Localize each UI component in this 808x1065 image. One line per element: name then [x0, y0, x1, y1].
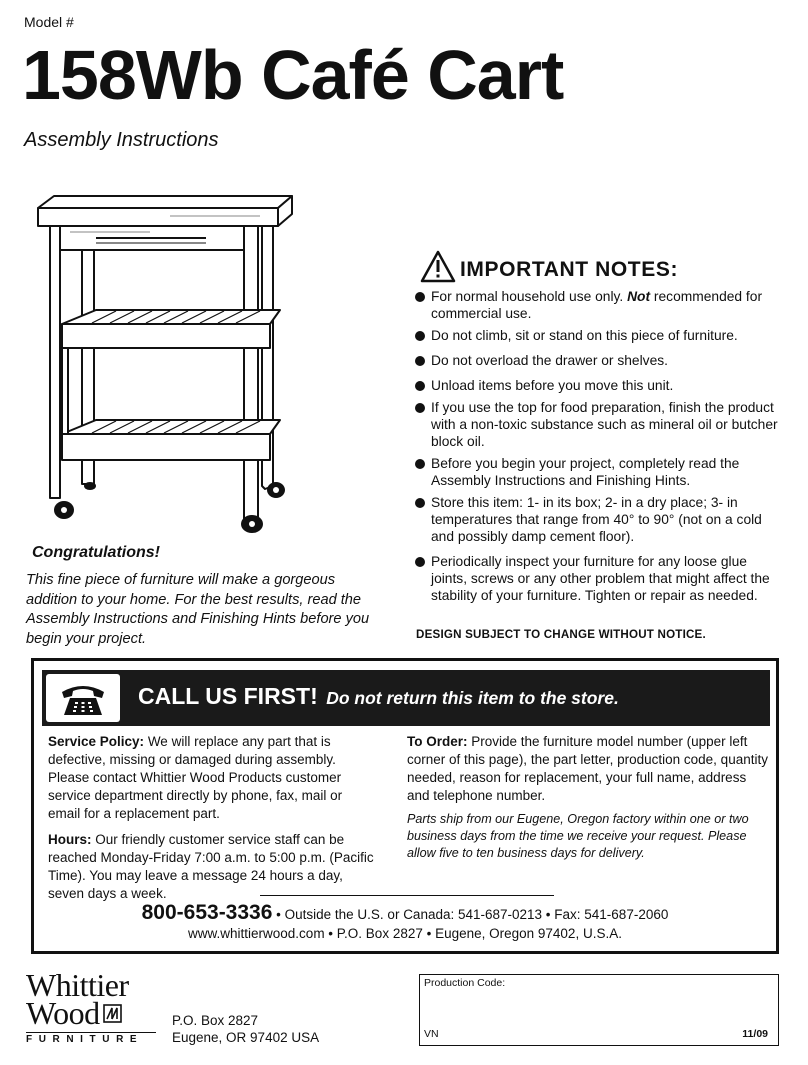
bullet-icon	[415, 557, 425, 567]
important-notes-title: IMPORTANT NOTES:	[460, 258, 679, 281]
list-item	[414, 327, 784, 344]
service-policy-label: Service Policy:	[48, 734, 145, 749]
contact-numbers: • Outside the U.S. or Canada: 541-687-0213 • Fax: 541-687-2060	[272, 907, 669, 922]
list-item	[414, 455, 784, 489]
logo-word-3: FURNITURE	[26, 1032, 156, 1045]
logo-word-1: Whittier	[26, 967, 129, 1003]
bullet-icon	[415, 331, 425, 341]
design-note: DESIGN SUBJECT TO CHANGE WITHOUT NOTICE.	[416, 628, 706, 641]
call-banner	[42, 670, 770, 726]
note-text: Periodically inspect your furniture for any loose glue joints, screws or any other problem that might affect the stability of your furniture. Tighten or repair as needed.	[431, 554, 770, 603]
phone-number: 800-653-3336	[141, 901, 273, 924]
contact-line-1	[34, 901, 776, 925]
note-text: If you use the top for food preparation, finish the product with a non-toxic substance such as mineral oil or butcher block oil.	[431, 400, 778, 449]
cafe-cart-illustration	[30, 188, 302, 538]
revision-date: 11/09	[742, 1028, 768, 1040]
address-line-1: P.O. Box 2827	[172, 1013, 259, 1028]
address-line-2: Eugene, OR 97402 USA	[172, 1030, 320, 1045]
logo-mark-icon	[103, 1004, 122, 1023]
important-notes-heading	[420, 248, 678, 286]
list-item	[414, 494, 784, 545]
note-text: Do not overload the drawer or shelves.	[431, 353, 668, 368]
model-label: Model #	[24, 14, 74, 30]
call-banner-text	[138, 683, 619, 710]
bullet-icon	[415, 459, 425, 469]
service-policy-text: We will replace any part that is defective, missing or damaged during assembly. Please contact Whittier Wood Products customer service department directly by phone, fax, mail or email for a replacement part.	[48, 734, 343, 821]
bullet-icon	[415, 292, 425, 302]
to-order-text: Provide the furniture model number (upper left corner of this page), the part letter, production code, quantity needed, reason for replacement, your full name, address and telephone number.	[407, 734, 768, 803]
vn-label: VN	[424, 1028, 439, 1040]
production-code-label: Production Code:	[424, 977, 506, 989]
logo-word-2-row	[26, 995, 156, 1031]
note-text: Do not climb, sit or stand on this piece of furniture.	[431, 328, 738, 343]
shipping-note: Parts ship from our Eugene, Oregon factory within one or two business days from the time we receive your request. Please allow five to ten business days for delivery.	[407, 812, 749, 860]
hours-label: Hours:	[48, 832, 92, 847]
note-emphasis: Not	[627, 289, 651, 304]
important-notes-list	[414, 288, 784, 612]
policy-column	[48, 733, 378, 911]
whittier-wood-logo	[26, 967, 156, 1045]
production-code-box	[419, 974, 779, 1046]
congrats-title: Congratulations!	[32, 544, 160, 561]
note-text-pre: For normal household use only.	[431, 289, 628, 304]
congrats-body: This fine piece of furniture will make a gorgeous addition to your home. For the best results, read the Assembly Instructions and Finishing Hints before you begin your project.	[26, 572, 370, 647]
order-column	[407, 733, 769, 868]
service-policy	[48, 733, 378, 823]
list-item	[414, 399, 784, 450]
call-headline: CALL US FIRST!	[138, 683, 318, 709]
list-item	[414, 377, 784, 394]
call-us-first-box	[31, 658, 779, 954]
hours	[48, 831, 378, 903]
list-item	[414, 288, 784, 322]
to-order-label: To Order:	[407, 734, 468, 749]
logo-word-2: Wood	[26, 995, 100, 1031]
contact-line-2: www.whittierwood.com • P.O. Box 2827 • Eugene, Oregon 97402, U.S.A.	[188, 926, 622, 941]
page-subtitle: Assembly Instructions	[24, 129, 219, 151]
note-text: Unload items before you move this unit.	[431, 378, 674, 393]
call-subline: Do not return this item to the store.	[326, 688, 619, 708]
to-order	[407, 733, 769, 805]
list-item	[414, 553, 784, 604]
footer-address	[172, 1012, 319, 1046]
hours-text: Our friendly customer service staff can be reached Monday-Friday 7:00 a.m. to 5:00 p.m. (Pacific Time). You may leave a message 24 hours a day, seven days a week.	[48, 832, 374, 901]
telephone-icon	[56, 678, 110, 718]
bullet-icon	[415, 381, 425, 391]
bullet-icon	[415, 498, 425, 508]
note-text-post: recommended for commercial use.	[431, 289, 763, 321]
page-title: 158Wb Café Cart	[22, 36, 564, 114]
note-text: Before you begin your project, completely read the Assembly Instructions and Finishing Hints.	[431, 456, 740, 488]
divider	[260, 895, 554, 896]
bullet-icon	[415, 356, 425, 366]
note-text: Store this item: 1- in its box; 2- in a dry place; 3- in temperatures that range from 40° to 90° (not on a cold and possibly damp cement floor).	[431, 495, 762, 544]
warning-icon	[420, 250, 456, 284]
phone-icon-box	[46, 674, 120, 722]
bullet-icon	[415, 403, 425, 413]
list-item	[414, 352, 784, 369]
